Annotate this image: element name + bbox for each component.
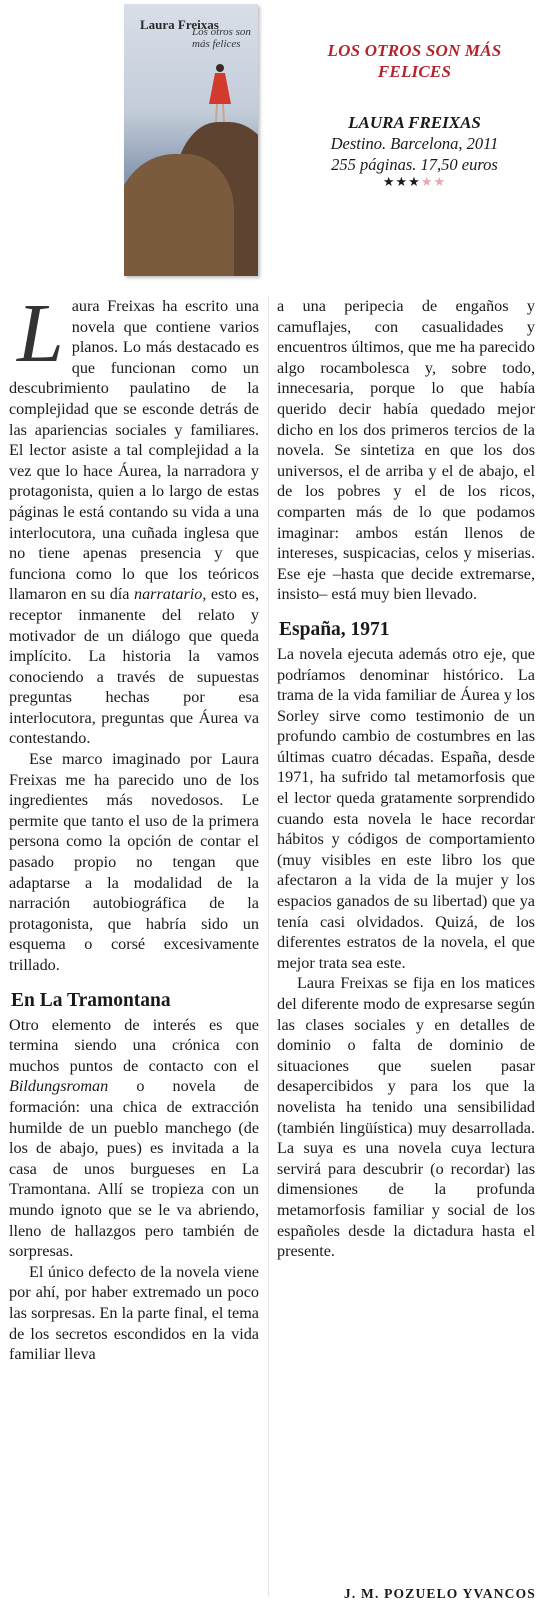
paragraph-3-end: o novela de formación: una chica de extracción humilde de un pueblo manchego (de los de abajo, pues) es invitada a la casa de unos burgueses en La Tramontana. Allí se tropieza con un mundo ignoto que se le va abriendo, lleno de hallazgos pero también de sorpresas. <box>9 1077 259 1261</box>
cover-figure-red-dress <box>204 62 234 124</box>
paragraph-3 <box>9 1015 259 1262</box>
book-publisher: Destino. Barcelona, 2011 <box>330 134 499 153</box>
article-column-left <box>9 287 260 1365</box>
cover-author: Laura Freixas <box>140 17 219 32</box>
dropcap: L <box>17 287 64 380</box>
rating-stars-empty: ★★ <box>420 175 447 190</box>
term-bildungsroman: Bildungsroman <box>9 1077 109 1096</box>
book-header <box>0 0 552 290</box>
book-cover-image <box>124 4 258 276</box>
paragraph-5: La novela ejecuta además otro eje, que podríamos denominar histórico. La trama de la vida familiar de Áurea y los Sorley sirve como testimonio de un profundo cambio de costumbres en las últimas cuatro décadas. España, desde 1971, ha sufrido tal metamorfosis que el lector queda gratamente sorprendido cuando esta novela le hace recordar hábitos y códigos de comportamiento (muy visibles en este libro los que afectaron a la vida de la mujer y los espacios ganados de su libertad) que ya tenía casi olvidados. Quizá, de los diferentes estratos de la novela, el que mejor trata sea este. <box>277 644 535 972</box>
book-author: LAURA FREIXAS <box>348 113 481 132</box>
paragraph-2: Ese marco imaginado por Laura Freixas me ha parecido uno de los ingredientes más novedosos. Le permite que tanto el uso de la primera persona como la opción de contar el pasado propio no tengan que adaptarse a la modalidad de la narración autobiográfica de la protagonista, que habría sido un esquema o corsé excesivamente trillado. <box>9 750 259 974</box>
byline: J. M. POZUELO YVANCOS <box>343 1586 536 1601</box>
paragraph-3-text: Otro elemento de interés es que termina siendo una crónica con muchos puntos de contacto con el <box>9 1015 259 1075</box>
column-divider <box>268 296 269 1596</box>
paragraph-4-cont: a una peripecia de engaños y camuflajes, con casualidades y encuentros últimos, que me ha parecido algo rocambolesca y, sobre todo, innecesaria, porque lo que había querido decir había quedado mejor dicho en los dos primeros tercios de la novela. Se sintetiza en que los dos universos, el de arriba y el de abajo, el de los pobres y el de los ricos, comparten más de lo que podamos imaginar: ambos están llenos de intereses, suspicacias, celos y miserias. Ese eje –hasta que decide extremarse, insisto– está muy bien llevado. <box>277 297 535 604</box>
rating-stars <box>292 176 537 190</box>
paragraph-intro-text: aura Freixas ha escrito una novela que contiene varios planos. Lo más destacado es que funcionan como un descubrimiento paulatino de la complejidad que se esconde detrás de las apariencias sociales y familiares. El lector asiste a tal complejidad a la vez que lo hace Áurea, la narradora y protagonista, quien a lo largo de estas páginas le está contando su vida a una interlocutora, una cuñada inglesa que no tiene apenas presencia y que funciona como lo que los teóricos llamaron en su día <box>9 297 259 604</box>
cover-rock <box>124 154 234 276</box>
paragraph-6: Laura Freixas se fija en los matices del diferente modo de expresarse según las clases sociales y en detalles de dominio o falta de dominio de situaciones que suelen pasar desapercibidos y para los que la novelista ha tenido una sensibilidad (también lingüística) muy desarrollada. La suya es una novela cuya lectura servirá para descubrir (o recordar) las dimensiones de la profunda metamorfosis familiar y social de los españoles desde la dictadura hasta el presente. <box>277 974 535 1261</box>
cover-title: Los otros son más felices <box>192 26 251 50</box>
subhead-tramontana: En La Tramontana <box>11 989 171 1011</box>
term-narratario: narratario <box>133 585 203 604</box>
subhead-espana-1971: España, 1971 <box>279 618 390 640</box>
book-title: LOS OTROS SON MÁS FELICES <box>327 41 502 81</box>
book-pages-price: 255 páginas. 17,50 euros <box>331 155 498 174</box>
paragraph-intro-end: , esto es, receptor inmanente del relato y motivador de un diálogo que queda implícito. La historia la vamos conociendo a través de supuestas preguntas hechas por esa interlocutora, preguntas que Áurea va contestando. <box>9 585 260 748</box>
article-column-right <box>277 296 535 1262</box>
paragraph-intro <box>9 287 260 749</box>
rating-stars-filled: ★★★ <box>382 175 421 190</box>
paragraph-4-start: El único defecto de la novela viene por ahí, por haber extremado un poco las sorpresas. En la parte final, el tema de los secretos escondidos en la vida familiar lleva <box>9 1262 259 1364</box>
book-info <box>292 40 537 190</box>
